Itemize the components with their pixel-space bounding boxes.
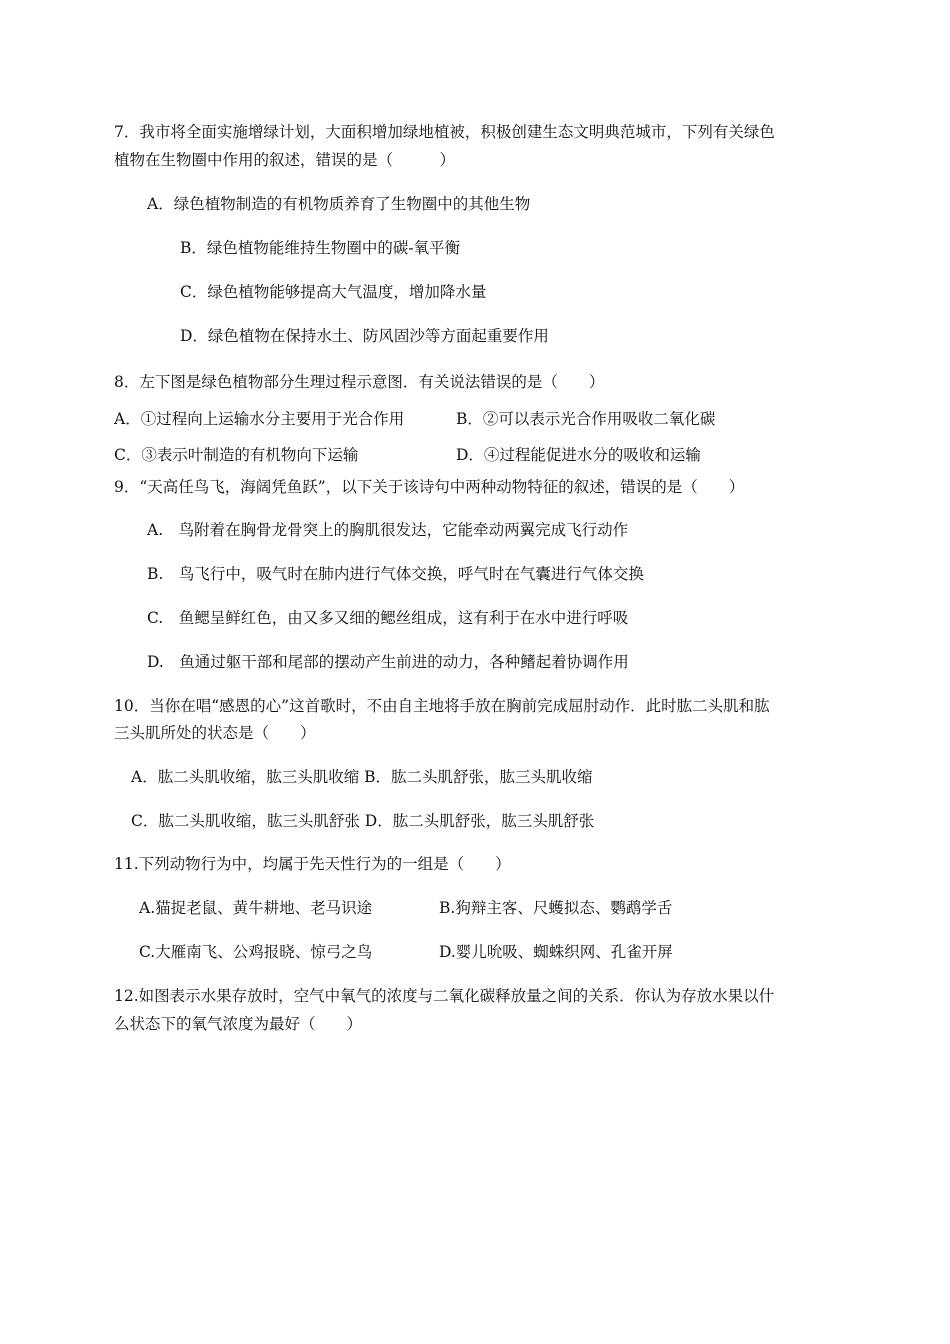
q9-option-d: D. 鱼通过躯干部和尾部的摆动产生前进的动力，各种鳍起着协调作用 bbox=[147, 653, 629, 671]
q8-option-b: B．②可以表示光合作用吸收二氧化碳 bbox=[456, 410, 716, 428]
q11-stem: 11.下列动物行为中，均属于先天性行为的一组是（ ） bbox=[114, 855, 511, 873]
q7-stem-line1: 7．我市将全面实施增绿计划，大面积增加绿地植被，积极创建生态文明典范城市，下列有关绿色 bbox=[114, 123, 775, 141]
q7-option-b: B．绿色植物能维持生物圈中的碳-氧平衡 bbox=[180, 239, 461, 257]
q10-stem-line1: 10．当你在唱“感恩的心”这首歌时，不由自主地将手放在胸前完成屈肘动作．此时肱二头肌和肱 bbox=[114, 697, 770, 715]
q11-option-a: A.猫捉老鼠、黄牛耕地、老马识途 bbox=[139, 899, 373, 917]
q10-stem-line2: 三头肌所处的状态是（ ） bbox=[114, 724, 316, 742]
q8-option-a: A．①过程向上运输水分主要用于光合作用 bbox=[114, 410, 405, 428]
q9-option-c: C. 鱼鳃呈鲜红色，由又多又细的鳃丝组成，这有利于在水中进行呼吸 bbox=[147, 609, 629, 627]
q7-option-d: D．绿色植物在保持水土、防风固沙等方面起重要作用 bbox=[180, 327, 549, 345]
q9-option-a: A. 鸟附着在胸骨龙骨突上的胸肌很发达，它能牵动两翼完成飞行动作 bbox=[147, 521, 629, 539]
q11-option-d: D.婴儿吮吸、蜘蛛织网、孔雀开屏 bbox=[439, 943, 673, 961]
q11-option-c: C.大雁南飞、公鸡报晓、惊弓之鸟 bbox=[139, 943, 373, 961]
q9-option-b: B. 鸟飞行中，吸气时在肺内进行气体交换，呼气时在气囊进行气体交换 bbox=[147, 565, 644, 583]
q10-options-line1: A．肱二头肌收缩，肱三头肌收缩 B．肱二头肌舒张，肱三头肌收缩 bbox=[131, 768, 593, 786]
q7-option-a: A．绿色植物制造的有机物质养育了生物圈中的其他生物 bbox=[147, 195, 531, 213]
q11-option-b: B.狗辩主客、尺蠖拟态、鹦鹉学舌 bbox=[439, 899, 673, 917]
q8-stem: 8．左下图是绿色植物部分生理过程示意图．有关说法错误的是（ ） bbox=[114, 373, 605, 391]
q7-stem-line2: 植物在生物圈中作用的叙述，错误的是（ ） bbox=[114, 151, 456, 169]
q12-stem-line1: 12.如图表示水果存放时，空气中氧气的浓度与二氧化碳释放量之间的关系．你认为存放水果以什 bbox=[114, 987, 775, 1005]
q7-option-c: C．绿色植物能够提高大气温度，增加降水量 bbox=[180, 283, 487, 301]
q8-option-c: C．③表示叶制造的有机物向下运输 bbox=[114, 446, 359, 464]
q8-option-d: D．④过程能促进水分的吸收和运输 bbox=[456, 446, 701, 464]
q12-stem-line2: 么状态下的氧气浓度为最好（ ） bbox=[114, 1015, 363, 1033]
q9-stem: 9．“天高任鸟飞，海阔凭鱼跃”，以下关于该诗句中两种动物特征的叙述，错误的是（ ） bbox=[114, 478, 745, 496]
q10-options-line2: C．肱二头肌收缩，肱三头肌舒张 D．肱二头肌舒张，肱三头肌舒张 bbox=[131, 812, 595, 830]
